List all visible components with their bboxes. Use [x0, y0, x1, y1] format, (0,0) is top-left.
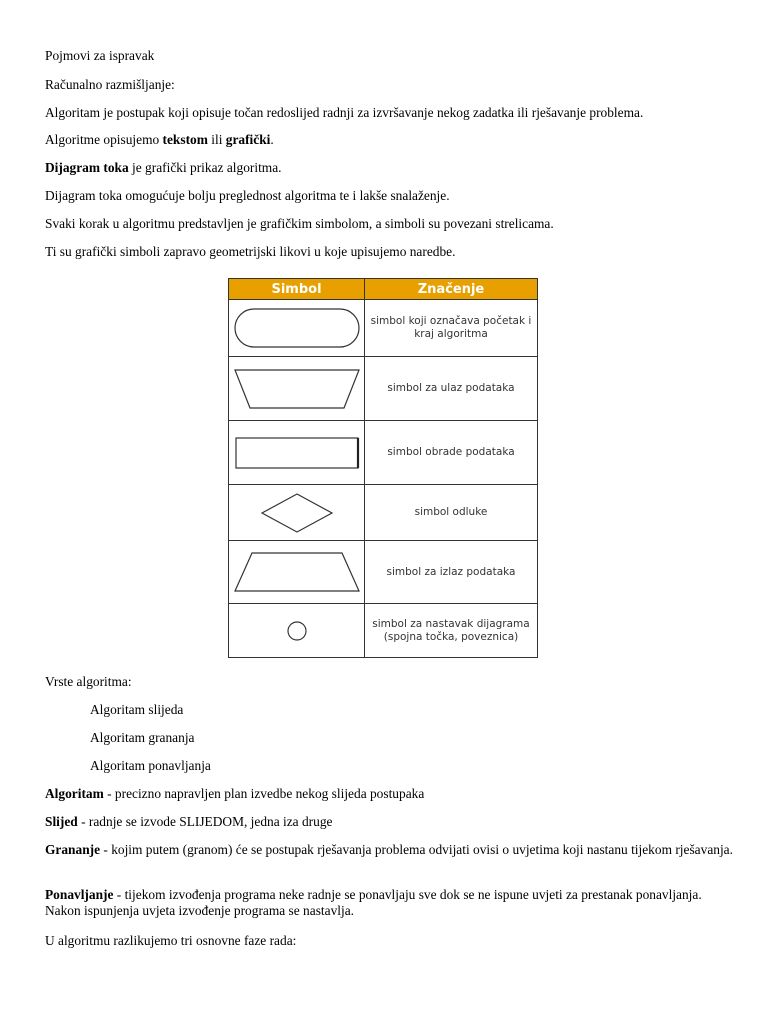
decision-symbol [229, 485, 365, 541]
table-row [229, 485, 538, 541]
paragraph-algorithm-definition: Algoritam je postupak koji opisuje točan redoslijed radnji za izvršavanje nekog zadatka ili rješavanje problema. [45, 105, 644, 120]
connector-symbol [229, 604, 365, 658]
decision-diamond-icon [232, 491, 362, 535]
meaning-cell: simbol obrade podataka [365, 421, 538, 485]
page-heading: Pojmovi za ispravak [45, 48, 155, 63]
input-trapezoid-icon [232, 367, 362, 411]
table-row [229, 604, 538, 658]
list-item: Algoritam grananja [90, 730, 195, 745]
header-meaning: Značenje [365, 279, 538, 300]
definition-branching: Grananje - kojim putem (granom) će se postupak rješavanja problema odvijati ovisi o uvjetima koji nastanu tijekom rješavanja. [45, 842, 733, 857]
section-subheading: Računalno razmišljanje: [45, 77, 175, 92]
process-rectangle-icon [232, 435, 362, 471]
connector-circle-icon [232, 619, 362, 643]
output-trapezoid-icon [232, 550, 362, 594]
flowchart-symbols-table [228, 278, 538, 658]
meaning-cell: simbol za ulaz podataka [365, 357, 538, 421]
process-symbol [229, 421, 365, 485]
types-title: Vrste algoritma: [45, 674, 132, 689]
paragraph-flowchart-benefit: Dijagram toka omogućuje bolju preglednost algoritma te i lakše snalaženje. [45, 188, 450, 203]
meaning-cell: simbol za nastavak dijagrama (spojna točka, poveznica) [365, 604, 538, 658]
terminator-symbol [229, 300, 365, 357]
meaning-cell: simbol koji označava početak i kraj algoritma [365, 300, 538, 357]
header-symbol: Simbol [229, 279, 365, 300]
table-row [229, 541, 538, 604]
definition-sequence: Slijed - radnje se izvode SLIJEDOM, jedna iza druge [45, 814, 333, 829]
table-row [229, 421, 538, 485]
list-item: Algoritam slijeda [90, 702, 184, 717]
list-item: Algoritam ponavljanja [90, 758, 211, 773]
paragraph-three-phases: U algoritmu razlikujemo tri osnovne faze rada: [45, 933, 297, 948]
definition-repetition: Ponavljanje - tijekom izvođenja programa neke radnje se ponavljaju sve dok se ne ispune uvjeti za prestanak ponavljanja. Nakon ispunjenja uvjeta izvođenje programa se nastavlja. [45, 887, 702, 918]
terminator-icon [232, 306, 362, 350]
meaning-cell: simbol odluke [365, 485, 538, 541]
output-symbol [229, 541, 365, 604]
input-symbol [229, 357, 365, 421]
table-row [229, 300, 538, 357]
meaning-cell: simbol za izlaz podataka [365, 541, 538, 604]
paragraph-steps-symbols: Svaki korak u algoritmu predstavljen je grafičkim simbolom, a simboli su povezani strelicama. [45, 216, 554, 231]
paragraph-flowchart-definition: Dijagram toka je grafički prikaz algoritma. [45, 160, 282, 175]
table-header-row [229, 279, 538, 300]
paragraph-description-methods: Algoritme opisujemo tekstom ili grafički. [45, 132, 274, 147]
table-row [229, 357, 538, 421]
definition-algorithm: Algoritam - precizno napravljen plan izvedbe nekog slijeda postupaka [45, 786, 425, 801]
paragraph-geometric-shapes: Ti su grafički simboli zapravo geometrijski likovi u koje upisujemo naredbe. [45, 244, 456, 259]
